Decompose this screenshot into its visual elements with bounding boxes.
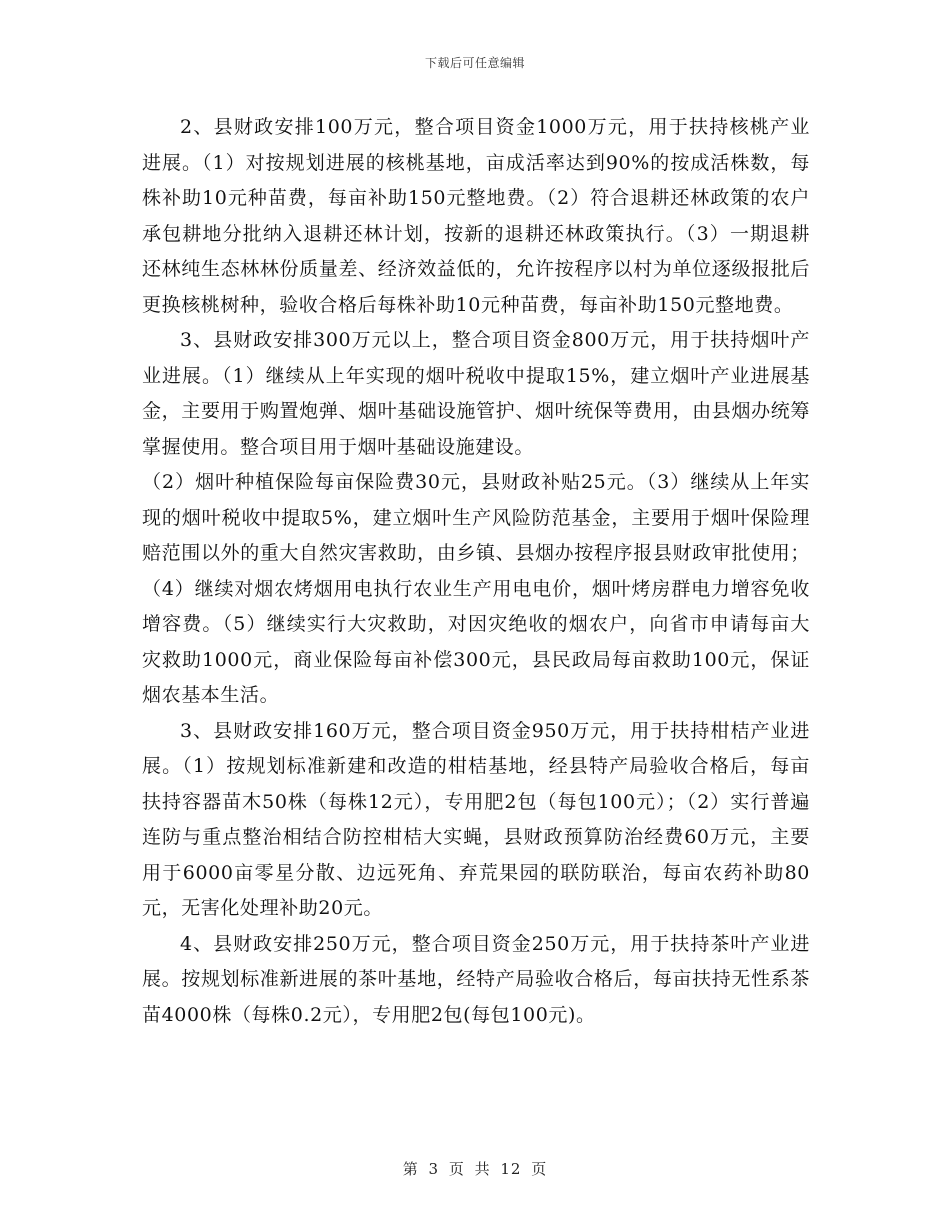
document-body xyxy=(142,110,810,1033)
paragraph-tobacco-continued: （2）烟叶种植保险每亩保险费30元，县财政补贴25元。（3）继续从上年实现的烟叶税收中提取5%，建立烟叶生产风险防范基金，主要用于烟叶保险理赔范围以外的重大自然灾害救助，由乡镇、县烟办按程序报县财政审批使用；（4）继续对烟农烤烟用电执行农业生产用电电价，烟叶烤房群电力增容免收增容费。（5）继续实行大灾救助，对因灾绝收的烟农户，向省市申请每亩大灾救助1000元，商业保险每亩补偿300元，县民政局每亩救助100元，保证烟农基本生活。 xyxy=(142,471,810,706)
paragraph-tea: 4、县财政安排250万元，整合项目资金250万元，用于扶持茶叶产业进展。按规划标准新进展的茶叶基地，经特产局验收合格后，每亩扶持无性系茶苗4000株（每株0.2元），专用肥2包(每包100元)。 xyxy=(142,932,810,1026)
page-number: 第 3 页 共 12 页 xyxy=(402,1160,548,1178)
paragraph-citrus: 3、县财政安排160万元，整合项目资金950万元，用于扶持柑桔产业进展。（1）按规划标准新建和改造的柑桔基地，经县特产局验收合格后，每亩扶持容器苗木50株（每株12元），专用肥2包（每包100元）；（2）实行普遍连防与重点整治相结合防控柑桔大实蝇，县财政预算防治经费60万元，主要用于6000亩零星分散、边远死角、弃荒果园的联防联治，每亩农药补助80元，无害化处理补助20元。 xyxy=(142,719,810,919)
page-header: 下载后可任意编辑 xyxy=(424,56,525,70)
paragraph-tobacco: 3、县财政安排300万元以上，整合项目资金800万元，用于扶持烟叶产业进展。（1）继续从上年实现的烟叶税收中提取15%，建立烟叶产业进展基金，主要用于购置炮弹、烟叶基础设施管护、烟叶统保等费用，由县烟办统筹掌握使用。整合项目用于烟叶基础设施建设。 xyxy=(142,329,810,458)
paragraph-walnut: 2、县财政安排100万元，整合项目资金1000万元，用于扶持核桃产业进展。（1）对按规划进展的核桃基地，亩成活率达到90%的按成活株数，每株补助10元种苗费，每亩补助150元整地费。（2）符合退耕还林政策的农户承包耕地分批纳入退耕还林计划，按新的退耕还林政策执行。（3）一期退耕还林纯生态林林份质量差、经济效益低的，允许按程序以村为单位逐级报批后更换核桃树种，验收合格后每株补助10元种苗费，每亩补助150元整地费。 xyxy=(142,116,810,316)
